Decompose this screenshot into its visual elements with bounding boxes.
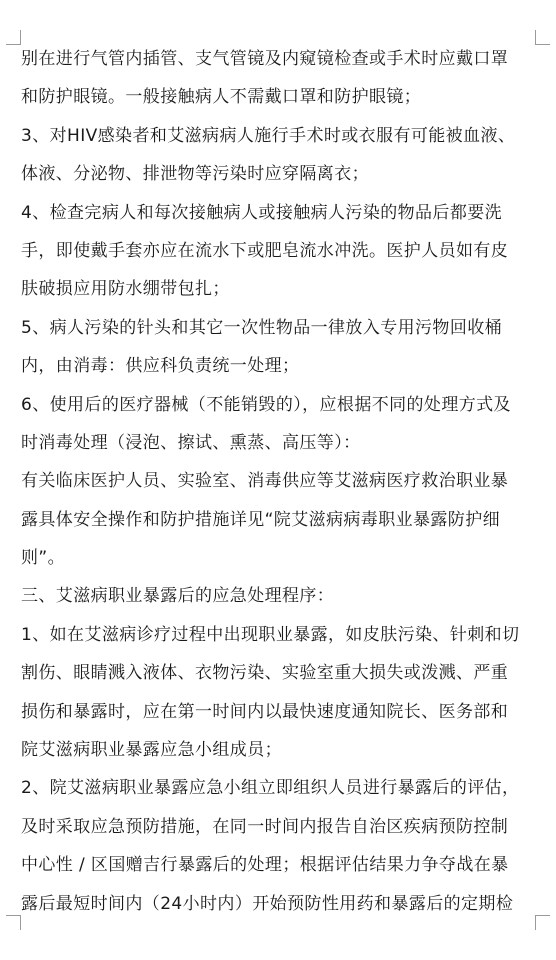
- text-line: 6、使用后的医疗器械（不能销毁的），应根据不同的处理方式及: [21, 394, 511, 415]
- text-line: 中心性 / 区国赠吉行暴露后的处理；根据评估结果力争夺战在暴: [21, 855, 509, 876]
- text-line: 2、院艾滋病职业暴露应急小组立即组织人员进行暴露后的评估，: [21, 778, 520, 799]
- document-body: [21, 40, 541, 923]
- text-line: 有关临床医护人员、实验室、消毒供应等艾滋病医疗救治职业暴: [21, 471, 509, 492]
- text-line: 则”。: [21, 548, 66, 569]
- text-line: 别在进行气管内插管、支气管镜及内窥镜检查或手术时应戴口罩: [21, 49, 509, 69]
- text-line: 内，由消毒：供应科负责统一处理；: [21, 356, 300, 377]
- text-line: 1、如在艾滋病诊疗过程中出现职业暴露，如皮肤污染、针刺和切: [21, 624, 520, 645]
- text-line: 手，即使戴手套亦应在流水下或肥皂流水冲洗。医护人员如有皮: [21, 240, 509, 261]
- text-line: 体液、分泌物、排泄物等污染时应穿隔离衣；: [21, 164, 369, 185]
- text-line: 露具体安全操作和防护措施详见“院艾滋病病毒职业暴露防护细: [21, 509, 501, 530]
- text-line: 时消毒处理（浸泡、擦试、熏蒸、高压等）：: [21, 432, 361, 453]
- crop-mark-bottom-left: [6, 915, 21, 930]
- text-line: 损伤和暴露时，应在第一时间内以最快速度通知院长、医务部和: [21, 701, 509, 722]
- text-line: 院艾滋病职业暴露应急小组成员；: [21, 740, 282, 761]
- text-line: 及时采取应急预防措施，在同一时间内报告自治区疾病预防控制: [21, 816, 509, 837]
- text-line: 割伤、眼睛溅入液体、衣物污染、实验室重大损失或泼溅、严重: [21, 663, 509, 684]
- text-line: 3、对HIV感染者和艾滋病病人施行手术时或衣服有可能被血液、: [21, 125, 516, 146]
- text-line: 5、病人污染的针头和其它一次性物品一律放入专用污物回收桶: [21, 317, 503, 338]
- section-heading: 三、艾滋病职业暴露后的应急处理程序：: [21, 586, 335, 607]
- text-line: 和防护眼镜。一般接触病人不需戴口罩和防护眼镜；: [21, 87, 422, 108]
- text-line: 4、检查完病人和每次接触病人或接触病人污染的物品后都要洗: [21, 202, 503, 223]
- text-line: 肤破损应用防水绷带包扎；: [21, 279, 230, 300]
- crop-mark-top-left: [6, 30, 21, 45]
- text-line: 露后最短时间内（24小时内）开始预防性用药和暴露后的定期检: [21, 893, 514, 914]
